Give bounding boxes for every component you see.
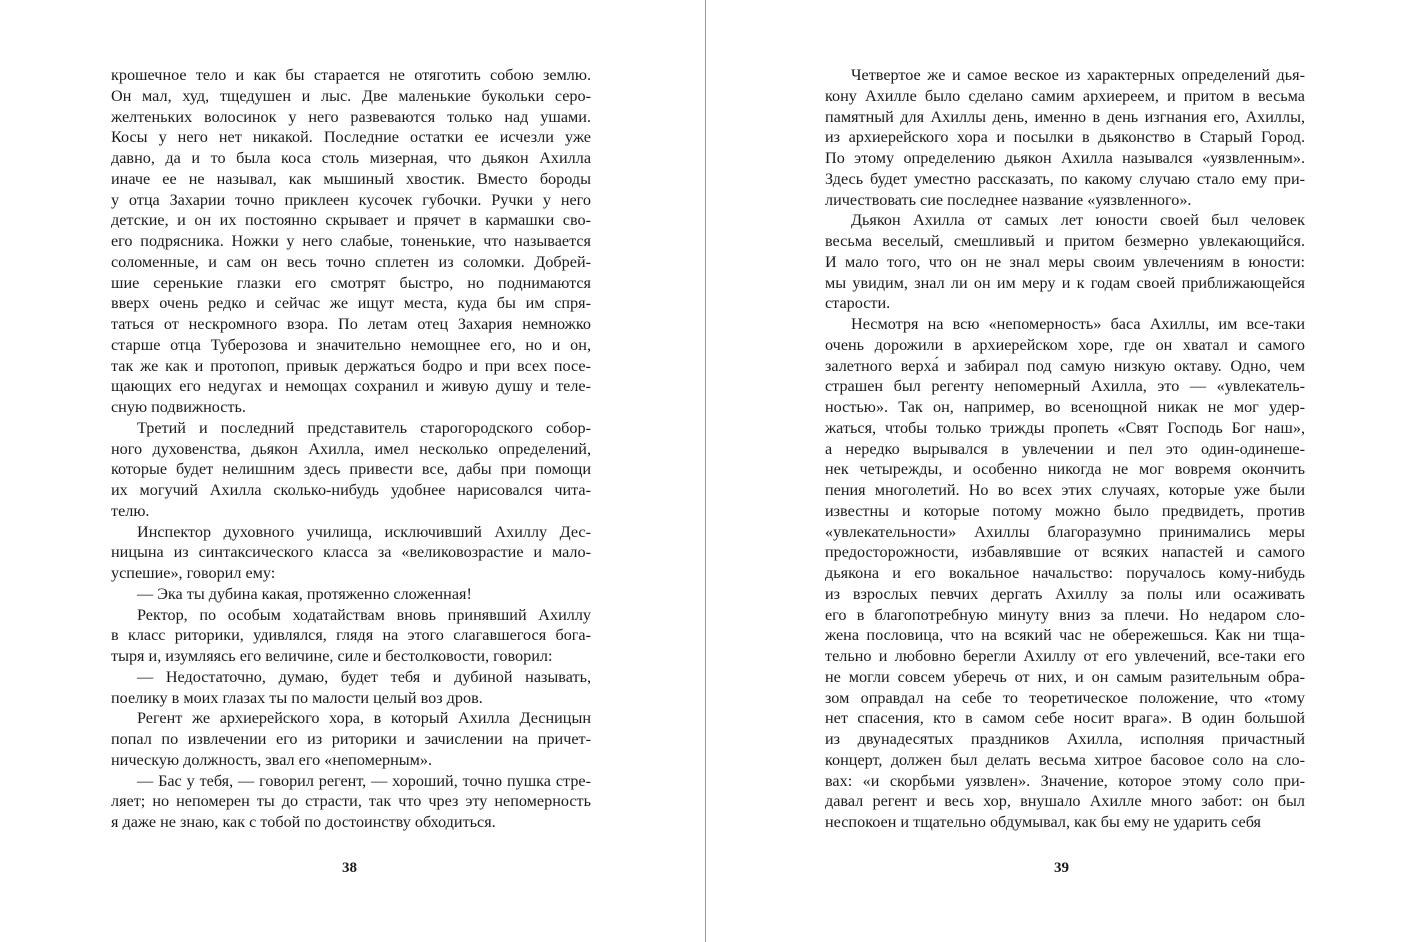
text-line: Он мал, худ, тщедушен и лыс. Две маленькие букольки серо- <box>111 86 591 105</box>
right-page <box>706 0 1410 942</box>
text-line: не могли совсем уберечь от них, и он самым разительным обра- <box>825 667 1305 686</box>
text-line: Третий и последний представитель старогородского собор- <box>137 418 591 437</box>
text-line: концерт, должен был делать весьма хитрое басовое соло на сло- <box>825 750 1305 769</box>
text-line: мы увидим, знал ли он им меру и к годам своей приближающейся <box>825 273 1305 292</box>
text-line: давно, да и то была коса столь мизерная, что дьякон Ахилла <box>111 149 591 167</box>
text-line: из двунадесятых праздников Ахилла, исполняя причастный <box>825 730 1305 748</box>
text-line: шие серенькие глазки его смотрят быстро, но поднимаются <box>111 273 591 292</box>
text-line: у отца Захарии точно приклеен кусочек губочки. Ручки у него <box>111 190 591 209</box>
text-line: старше отца Туберозова и значительно немощнее его, но и он, <box>111 335 591 354</box>
text-line: тельно и любовно берегли Ахиллу от его увлечений, все-таки его <box>825 647 1305 665</box>
text-line: дьякона и его вокальное начальство: поручалось кому-нибудь <box>825 564 1305 582</box>
text-line: Косы у него нет никакой. Последние остатки ее исчезли уже <box>111 128 591 147</box>
text-line: нет спасения, кто в самом себе носит врага». В один большой <box>825 709 1305 728</box>
text-line: Инспектор духовного училища, исключивший Ахиллу Дес- <box>137 522 591 541</box>
text-line: а нередко вырывался в увлечении и пел это один-одинешe- <box>825 439 1305 458</box>
text-line: так же как и протопоп, привык держаться бодро и при всех посе- <box>111 356 591 375</box>
text-line: из взрослых певчих дергать Ахиллу за полы или осаживать <box>825 584 1305 603</box>
text-line: детские, и он их постоянно скрывает и прячет в кармашки сво- <box>111 211 591 230</box>
text-line: кону Ахилле было сделано самим архиереем, и притом в весьма <box>825 86 1305 105</box>
right-page-text <box>825 65 1305 833</box>
text-line: соломенные, и сам он весь точно сплетен из соломки. Добрей- <box>111 252 591 271</box>
text-line: щающих его недугах и немощах сохранил и живую душу и теле- <box>111 377 591 396</box>
text-line: личествовать сие последнее название «уязвленного». <box>825 190 1192 209</box>
text-line: зом оправдал на себе то теоретическое положение, что «тому <box>825 688 1305 707</box>
text-line: предосторожности, избавлявшие от всяких напастей и самого <box>825 543 1305 562</box>
text-line: иначе ее не называл, как мышиный хвостик. Вместо бороды <box>111 169 591 188</box>
text-line: жена пословица, что на всякий час не обережешься. Как ни тща- <box>825 626 1305 645</box>
text-line: По этому определению дьякон Ахилла назывался «уязвленным». <box>825 149 1305 167</box>
text-line: его в благопотребную минуту вниз за плечи. Но недаром сло- <box>825 605 1305 624</box>
text-line: — Бас у тебя, — говорил регент, — хороший, точно пушка стре- <box>137 771 591 790</box>
text-line: вверх очень редко и сейчас же ищут места, куда бы им спря- <box>111 294 591 313</box>
text-line: его подрясника. Ножки у него слабые, тоненькие, что называется <box>111 232 591 250</box>
text-line: ного духовенства, дьякон Ахилла, имел несколько определений, <box>111 439 591 458</box>
text-line: Несмотря на всю «непомерность» баса Ахиллы, им все-таки <box>851 315 1305 333</box>
text-line: их могучий Ахилла сколько-нибудь удобнее нарисовался чита- <box>111 481 591 499</box>
text-line: страшен был регенту непомерный Ахилла, это — «увлекатель- <box>825 377 1305 396</box>
text-line: ническую должность, звал его «непомерным». <box>111 750 433 769</box>
text-line: Здесь будет уместно рассказать, по какому случаю стало ему при- <box>825 169 1305 188</box>
text-line: неспокоен и тщательно обдумывал, как бы ему не ударить себя <box>825 813 1261 831</box>
text-line: «увлекательности» Ахиллы благоразумно принимались меры <box>825 522 1305 541</box>
text-line: телю. <box>111 501 150 520</box>
text-line: нек четырежды, и особенно никогда не мог вовремя окончить <box>825 460 1305 479</box>
text-line: Дьякон Ахилла от самых лет юности своей был человек <box>851 211 1305 230</box>
right-page-number: 39 <box>1054 860 1069 876</box>
text-line: давал регент и весь хор, внушало Ахилле много забот: он был <box>825 792 1305 811</box>
text-line: Ректор, по особым ходатайствам вновь принявший Ахиллу <box>137 605 591 624</box>
text-line: известны и которые потому можно было предвидеть, против <box>825 501 1305 520</box>
text-line: И мало того, что он не знал меры своим увлечениям в юности: <box>825 252 1305 271</box>
text-line: ностью». Так он, например, во всенощной никак не мог удер- <box>825 398 1305 416</box>
text-line: которые будет нелишним здесь привести все, дабы при помощи <box>111 460 591 479</box>
text-line: из архиерейского хора и посылки в дьяконство в Старый Город. <box>825 128 1305 147</box>
text-line: Четвертое же и самое веское из характерных определений дья- <box>851 66 1305 84</box>
text-line: Регент же архиерейского хора, в который Ахилла Десницын <box>137 709 591 728</box>
text-line: успешие», говорил ему: <box>111 564 276 582</box>
text-line: я даже не знаю, как с тобой по достоинству обходиться. <box>111 813 496 831</box>
text-line: старости. <box>825 294 891 313</box>
text-line: — Недостаточно, думаю, будет тебя и дубиной называть, <box>137 667 591 686</box>
text-line: ляет; но непомерен ты до страсти, так что чрез эту непомерность <box>111 792 591 811</box>
text-line: залетного верха́ и забирал под самую низкую октаву. Одно, чем <box>825 356 1305 375</box>
text-line: очень дорожили в архиерейском хоре, где он хватал и самого <box>825 335 1305 354</box>
text-line: жаться, чтобы только трижды пропеть «Свят Господь Бог наш», <box>825 418 1305 437</box>
text-line: вах: «и скорбьми уязвлен». Значение, которое этому соло при- <box>825 771 1305 790</box>
text-line: желтеньких волосинок у него развеваются только над ушами. <box>111 107 591 126</box>
text-line: пения многолетий. Но во всех этих случаях, которые уже были <box>825 481 1305 499</box>
text-line: весьма веселый, смешливый и притом безмерно увлекающийся. <box>825 232 1305 250</box>
text-line: крошечное тело и как бы старается не отяготить собою землю. <box>111 66 591 84</box>
left-page-text <box>111 65 591 833</box>
left-page-number: 38 <box>342 860 357 876</box>
text-line: попал по извлечении его из риторики и зачислении на причет- <box>111 730 591 748</box>
text-line: сную подвижность. <box>111 398 246 416</box>
text-line: — Эка ты дубина какая, протяженно сложенная! <box>137 584 472 603</box>
text-line: в класс риторики, удивлялся, глядя на этого слагавшегося бога- <box>111 626 591 645</box>
text-line: памятный для Ахиллы день, именно в день изгнания его, Ахиллы, <box>825 107 1305 126</box>
text-line: поелику в моих глазах ты по малости целый воз дров. <box>111 688 483 707</box>
text-line: тыря и, изумляясь его величине, силе и бестолковости, говорил: <box>111 647 553 665</box>
text-line: таться от нескромного взора. По летам отец Захария немножко <box>111 315 591 333</box>
text-line: ницына из синтаксического класса за «великовозрастие и мало- <box>111 543 591 562</box>
